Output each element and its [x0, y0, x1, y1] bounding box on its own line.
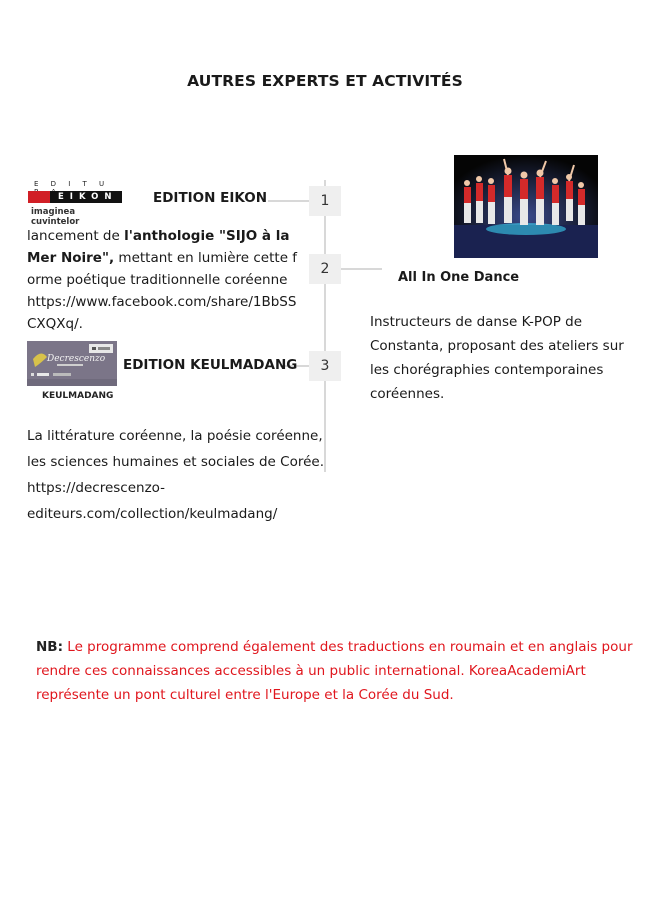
eikon-heading: EDITION EIKON — [153, 190, 268, 206]
nb-text: Le programme comprend également des traductions en roumain et en anglais pour rendre ces connaissances accessibles à un public international. KoreaAcademiArt représente un pont culturel entre l'Europe et la Corée du Sud. — [36, 639, 633, 703]
eikon-logo-top: E D I T U — [34, 180, 110, 188]
svg-text:Decrescenzo: Decrescenzo — [47, 354, 106, 364]
nb-label: NB: — [36, 639, 63, 655]
keulmadang-logo — [27, 341, 117, 386]
keulmadang-description: La littérature coréenne, la poésie coréenne, les sciences humaines et sociales de Corée. https://decrescenzo-editeurs.com/collection/keulmadang/ — [27, 428, 324, 522]
eikon-logo — [28, 180, 122, 227]
timeline-number-3: 3 — [309, 351, 341, 381]
nb-note — [36, 635, 658, 707]
eikon-logo-bar: EIKON — [58, 192, 118, 202]
timeline-number-2: 2 — [309, 254, 341, 284]
dance-photo — [454, 155, 598, 258]
connector-1 — [268, 200, 310, 202]
dance-heading: All In One Dance — [398, 270, 520, 285]
eikon-logo-subtitle: imaginea cuvintelor — [31, 207, 80, 227]
keulmadang-heading: EDITION KEULMADANG — [123, 357, 298, 373]
anthology-title: l'anthologie "SIJO à la Mer Noire", — [27, 228, 290, 266]
timeline-number-1: 1 — [309, 186, 341, 216]
page-title: AUTRES EXPERTS ET ACTIVITÉS — [187, 72, 463, 90]
connector-2 — [340, 268, 382, 270]
dance-description: Instructeurs de danse K-POP de Constanta, proposant des ateliers sur les chorégraphies contemporaines coréennes. — [370, 314, 624, 402]
eikon-description: lancement de l'anthologie "SIJO à la Mer Noire", mettant en lumière cette forme poétique traditionnelle coréenne https://www.facebook.com/share/1BbSSCXQXq/. — [27, 228, 298, 332]
keulmadang-caption: KEULMADANG — [42, 391, 114, 401]
